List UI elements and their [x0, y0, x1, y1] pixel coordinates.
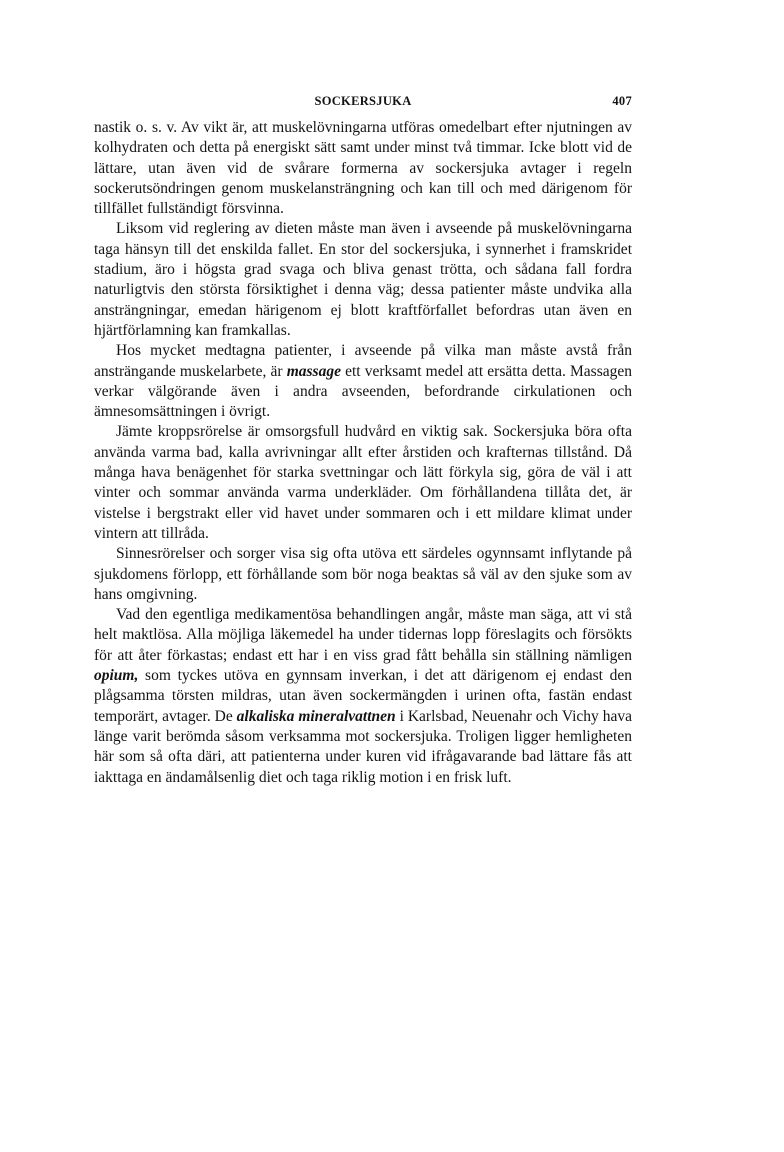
- running-title: SOCKERSJUKA: [314, 94, 412, 108]
- paragraph-6-text-c: i Karlsbad, Neuenahr och Vichy hava länge varit berömda såsom verksamma mot sockersjuka. Troligen ligger hemligheten här som så ofta däri, att patienterna under kuren vid ifrågavarande bad lättare fås att iakttaga en ändamålsenlig diet och taga riklig motion i en frisk luft.: [94, 707, 633, 786]
- paragraph-3: [94, 341, 632, 422]
- paragraph-6-text-b: som tyckes utöva en gynnsam inverkan, i det att därigenom ej endast den plågsamma törsten mildras, utan även sockermängden i urinen ofta, fastän endast temporärt, avtager. De: [94, 667, 632, 725]
- paragraph-5-text: Sinnesrörelser och sorger visa sig ofta utöva ett särdeles ogynnsamt inflytande på sjukdomens förlopp, ett förhållande som bör noga beaktas så väl av den sjuke som av hans omgivning.: [94, 545, 632, 603]
- paragraph-1-text: nastik o. s. v. Av vikt är, att muskelövningarna utföras omedelbart efter njutningen av kolhydraten och detta på energiskt sätt samt under minst två timmar. Icke blott vid de lättare, utan även vid de svårare formerna av sockersjuka avtager i regeln sockerutsöndringen genom muskelansträngning och kan till och med därigenom för tillfället fullständigt försvinna.: [94, 119, 632, 218]
- italic-term-opium: opium,: [94, 667, 139, 685]
- book-page: [94, 94, 632, 788]
- italic-term-mineral-waters: alkaliska mineralvattnen: [236, 707, 396, 725]
- italic-term-massage: massage: [286, 362, 341, 380]
- paragraph-2: [94, 219, 632, 341]
- paragraph-5: [94, 544, 632, 605]
- paragraph-6: [94, 605, 632, 788]
- paragraph-3-text-b: ett verksamt medel att ersätta detta. Massagen verkar välgörande även i andra avseenden, befordrande cirkulationen och ämnesomsättningen i övrigt.: [94, 362, 632, 421]
- page-number: 407: [612, 94, 632, 108]
- paragraph-1: [94, 118, 632, 219]
- body-text: [94, 118, 632, 788]
- paragraph-6-text-a: Vad den egentliga medikamentösa behandlingen angår, måste man säga, att vi stå helt maktlösa. Alla möjliga läkemedel ha under tidernas lopp föreslagits och försökts för att åter förkastas; endast ett har i en viss grad fått behålla sin ställning nämligen: [94, 606, 632, 664]
- paragraph-4-text: Jämte kroppsrörelse är omsorgsfull hudvård en viktig sak. Sockersjuka böra ofta använda varma bad, kalla avrivningar allt efter årstiden och krafternas tillstånd. Då många hava benägenhet för starka svettningar och lätt förkyla sig, göra de väl i att vinter och sommar använda varma underkläder. Om förhållandena tillåta det, är vistelse i bergstrakt eller vid havet under sommaren och i ett mildare klimat under vintern att tillråda.: [94, 423, 632, 542]
- paragraph-2-text: Liksom vid reglering av dieten måste man även i avseende på muskelövningarna taga hänsyn till det enskilda fallet. En stor del sockersjuka, i synnerhet i framskridet stadium, äro i högsta grad svaga och bliva genast trötta, och sådana fall fordra naturligtvis den största försiktighet i denna väg; dessa patienter måste undvika alla ansträngningar, emedan härigenom ej blott kraftförfallet befordras utan även en hjärtförlamning kan framkallas.: [94, 220, 632, 339]
- running-head: [94, 94, 632, 116]
- paragraph-4: [94, 422, 632, 544]
- paragraph-3-text-a: Hos mycket medtagna patienter, i avseende på vilka man måste avstå från ansträngande muskelarbete, är: [94, 342, 632, 380]
